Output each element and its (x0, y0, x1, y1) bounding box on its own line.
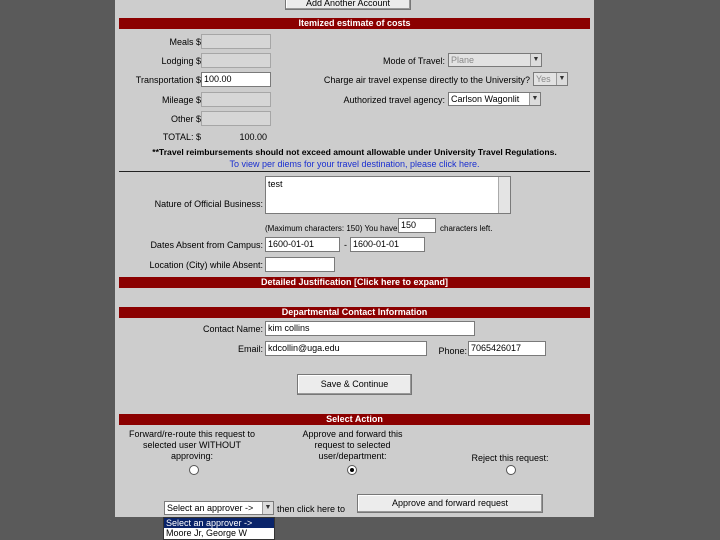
detailed-justification-bar[interactable]: Detailed Justification [Click here to expand] (119, 277, 590, 288)
chevron-down-icon: ▼ (556, 73, 567, 85)
contact-name-label: Contact Name: (202, 324, 263, 334)
meals-label: Meals $ (169, 37, 201, 47)
chars-left-input: 150 (398, 218, 436, 233)
date-separator: - (344, 240, 347, 250)
travel-agency-label: Authorized travel agency: (343, 95, 445, 105)
mileage-label: Mileage $ (161, 95, 201, 105)
transportation-label: Transportation $ (135, 75, 201, 85)
chars-suffix-text: characters left. (440, 224, 493, 233)
lodging-input[interactable] (201, 53, 271, 68)
approver-option[interactable]: Select an approver -> (164, 518, 274, 528)
approve-option-radio[interactable] (347, 465, 357, 475)
approve-forward-button[interactable]: Approve and forward request (357, 494, 543, 513)
approver-dropdown-list (163, 517, 275, 540)
reimbursement-warning: **Travel reimbursements should not exceed amount allowable under University Travel Regulations. (152, 147, 557, 157)
then-click-text: then click here to (277, 504, 346, 514)
mode-of-travel-select[interactable] (448, 53, 542, 67)
mileage-input[interactable] (201, 92, 271, 107)
charge-air-select[interactable] (533, 72, 568, 86)
nature-of-business-label: Nature of Official Business: (154, 199, 263, 209)
contact-name-input[interactable]: kim collins (265, 321, 475, 336)
date-to-input[interactable]: 1600-01-01 (350, 237, 425, 252)
chevron-down-icon: ▼ (530, 54, 541, 66)
charge-air-value: Yes (536, 74, 551, 84)
reject-option-radio[interactable] (506, 465, 516, 475)
itemized-costs-header: Itemized estimate of costs (119, 18, 590, 29)
reject-option-label: Reject this request: (471, 453, 549, 463)
forward-option-radio[interactable] (189, 465, 199, 475)
approver-select[interactable] (164, 501, 274, 515)
lodging-label: Lodging $ (161, 56, 201, 66)
approver-select-value: Select an approver -> (167, 503, 254, 513)
charge-air-label: Charge air travel expense directly to the University? (323, 75, 530, 85)
phone-input[interactable]: 7065426017 (468, 341, 546, 356)
chevron-down-icon: ▼ (262, 502, 273, 514)
other-input[interactable] (201, 111, 271, 126)
total-value: 100.00 (239, 132, 267, 142)
travel-agency-value: Carlson Wagonlit (451, 94, 520, 104)
location-label: Location (City) while Absent: (149, 260, 263, 270)
chars-prefix-text: (Maximum characters: 150) You have (265, 224, 398, 233)
select-action-header: Select Action (119, 414, 590, 425)
save-continue-button[interactable]: Save & Continue (297, 374, 412, 395)
phone-label: Phone: (438, 346, 467, 356)
approve-option-label: Approve and forward this request to selected user/department: (302, 429, 403, 461)
total-label: TOTAL: $ (162, 132, 201, 142)
approver-option[interactable]: Moore Jr, George W (166, 528, 248, 538)
nature-of-business-textarea[interactable] (265, 176, 511, 214)
other-label: Other $ (170, 114, 201, 124)
email-input[interactable]: kdcollin@uga.edu (265, 341, 427, 356)
per-diem-link[interactable]: To view per diems for your travel destination, please click here. (229, 159, 480, 169)
transportation-input[interactable]: 100.00 (201, 72, 271, 87)
mode-of-travel-label: Mode of Travel: (382, 56, 445, 66)
meals-input[interactable] (201, 34, 271, 49)
forward-option-label: Forward/re-route this request to selected user WITHOUT approving: (128, 429, 256, 461)
add-another-account-button[interactable]: Add Another Account (285, 0, 411, 10)
textarea-scrollbar[interactable] (498, 177, 510, 213)
date-from-input[interactable]: 1600-01-01 (265, 237, 340, 252)
travel-request-form (115, 0, 594, 517)
nature-of-business-value: test (268, 179, 283, 189)
dates-absent-label: Dates Absent from Campus: (150, 240, 263, 250)
chevron-down-icon: ▼ (529, 93, 540, 105)
contact-info-header: Departmental Contact Information (119, 307, 590, 318)
email-label: Email: (237, 344, 263, 354)
location-input[interactable] (265, 257, 335, 272)
travel-agency-select[interactable] (448, 92, 541, 106)
mode-of-travel-value: Plane (451, 55, 475, 65)
divider (119, 171, 590, 172)
